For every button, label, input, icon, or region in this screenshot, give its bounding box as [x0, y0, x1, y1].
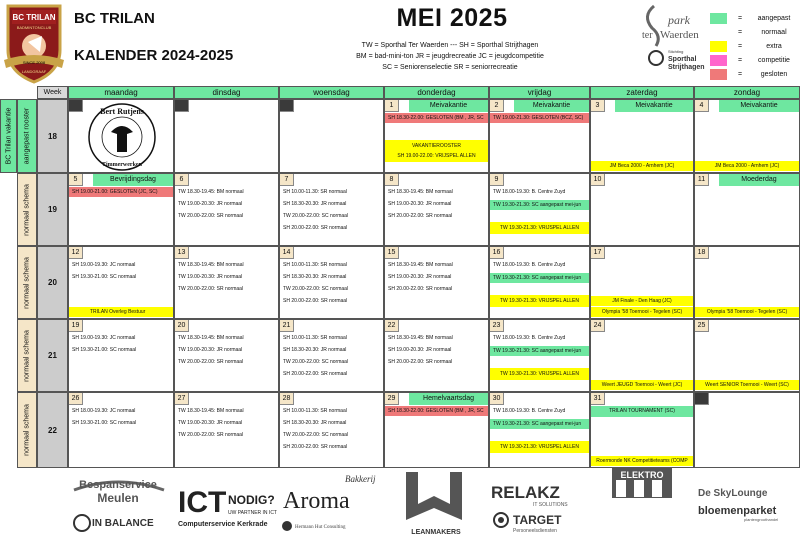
- event-text: Weert JEUGD Toernooi - Weert (JC): [601, 382, 683, 388]
- event-band: [591, 307, 693, 317]
- schedule-line: TW 19.00-20.30: JR normaal: [178, 274, 243, 280]
- day-number: 11: [695, 174, 709, 186]
- day-cell: [68, 99, 174, 173]
- day-header-3: donderdag: [384, 86, 489, 99]
- day-number: 12: [69, 247, 83, 259]
- adjusted-schedule-band: [490, 419, 589, 429]
- schedule-line: TW 19.00-20.30: JR normaal: [178, 201, 243, 207]
- day-number: 1: [385, 100, 399, 112]
- equals-sign: =: [737, 70, 743, 78]
- day-number: 10: [591, 174, 605, 186]
- schedule-line: TW 18.30-19.45: BM normaal: [178, 335, 244, 341]
- schedule-label-text: aangepast rooster: [23, 107, 31, 165]
- closed-band-text: SH 18.30-22.00: GESLOTEN (BM , JR, SC: [388, 408, 484, 414]
- color-swatch: [710, 55, 727, 66]
- special-event-band: [591, 406, 693, 417]
- day-number: 17: [591, 247, 605, 259]
- day-number: 24: [591, 320, 605, 332]
- color-key-row: [710, 67, 800, 81]
- event-band: [591, 380, 693, 390]
- day-cell: [279, 319, 384, 392]
- schedule-line: TW 20.00-22.00: SC normaal: [283, 213, 349, 219]
- schedule-line: SH 20.00-22.00: SR normaal: [283, 298, 348, 304]
- day-cell: [174, 99, 279, 173]
- week-number: 18: [37, 99, 68, 173]
- month-title: MEI 2025: [396, 4, 508, 32]
- schedule-line: SH 20.00-22.00: SR normaal: [388, 359, 453, 365]
- schedule-line: SH 19.30-21.00: SC normaal: [72, 347, 137, 353]
- schedule-line: TW 19.00-20.30: JR normaal: [178, 420, 243, 426]
- schedule-line: SH 10.00-11.30: SR normaal: [283, 335, 347, 341]
- svg-text:LANDGRAAF: LANDGRAAF: [21, 69, 47, 74]
- event-text: Weert SENIOR Toernooi - Weert (SC): [705, 382, 789, 388]
- event-band: [69, 307, 173, 317]
- day-cell: [694, 99, 800, 173]
- event-text: Olympia '58 Toernooi - Tegelen (SC): [601, 309, 683, 315]
- day-cell: [489, 99, 590, 173]
- day-header-0: maandag: [68, 86, 174, 99]
- extra-session-text: TW 19.30-21.30: VRIJSPEL ALLEN: [499, 225, 580, 231]
- color-key-row: [710, 11, 800, 25]
- day-cell: [174, 319, 279, 392]
- event-text: JM Beca 2000 - Arnhem (JC): [609, 163, 675, 169]
- day-number: 8: [385, 174, 399, 186]
- day-cell: [384, 319, 489, 392]
- color-swatch: [710, 41, 727, 52]
- empty-day-marker: [695, 393, 709, 405]
- schedule-line: TW 19.00-20.30: JR normaal: [178, 347, 243, 353]
- svg-text:BADMINTONCLUB: BADMINTONCLUB: [16, 25, 52, 30]
- day-cell: [590, 246, 694, 319]
- event-band: [591, 456, 693, 466]
- day-number: 9: [490, 174, 504, 186]
- schedule-label-text: normaal schema: [23, 183, 31, 236]
- schedule-line: SH 10.00-11.30: SR normaal: [283, 262, 347, 268]
- day-cell: [489, 392, 590, 468]
- week-number: 19: [37, 173, 68, 246]
- svg-text:Sporthal: Sporthal: [668, 56, 697, 63]
- holiday-banner: Meivakantie: [514, 100, 589, 112]
- svg-text:Strijthagen: Strijthagen: [668, 64, 705, 71]
- extra-session-band: [490, 368, 589, 380]
- svg-text:ELEKTRO: ELEKTRO: [620, 470, 664, 480]
- svg-text:LEANMAKERS: LEANMAKERS: [411, 529, 461, 536]
- day-number: 14: [280, 247, 294, 259]
- svg-text:De SkyLounge: De SkyLounge: [698, 488, 768, 499]
- adjusted-schedule-band: [490, 346, 589, 356]
- svg-text:Timmerwerken: Timmerwerken: [102, 162, 142, 168]
- schedule-label: [17, 246, 37, 319]
- svg-text:UW PARTNER IN ICT: UW PARTNER IN ICT: [228, 510, 277, 516]
- day-number: 21: [280, 320, 294, 332]
- day-number: 20: [175, 320, 189, 332]
- sponsor-bespanservice: [68, 468, 172, 542]
- sponsor-bakkerij-aroma: [279, 468, 383, 542]
- day-header-5: zaterdag: [590, 86, 694, 99]
- day-header-6: zondag: [694, 86, 800, 99]
- color-key-label: gesloten: [760, 70, 788, 78]
- holiday-banner: Moederdag: [719, 174, 799, 186]
- closed-band: [385, 406, 488, 416]
- schedule-line: TW 18.00-19.30: B. Centre Zuyd: [493, 408, 566, 414]
- schedule-line: SH 19.00-20.30: JR normaal: [388, 274, 452, 280]
- event-band: [695, 161, 799, 171]
- svg-text:TARGET: TARGET: [513, 513, 562, 527]
- svg-text:Bakkerij: Bakkerij: [345, 474, 376, 484]
- day-number: 5: [69, 174, 83, 186]
- extra-session-text: TW 19.30-21.30: VRIJSPEL ALLEN: [499, 444, 580, 450]
- day-cell: [384, 392, 489, 468]
- day-number: 4: [695, 100, 709, 112]
- day-number: 22: [385, 320, 399, 332]
- day-number: 27: [175, 393, 189, 405]
- day-cell: [68, 392, 174, 468]
- schedule-line: TW 20.00-22.00: SR normaal: [178, 286, 244, 292]
- schedule-line: TW 18.30-19.45: BM normaal: [178, 262, 244, 268]
- svg-text:Aroma: Aroma: [283, 488, 350, 514]
- day-header-4: vrijdag: [489, 86, 590, 99]
- legend-line: TW = Sporthal Ter Waerden --- SH = Sporthal Strijthagen: [361, 42, 539, 49]
- schedule-line: SH 20.00-22.00: SR normaal: [388, 213, 453, 219]
- day-number: 28: [280, 393, 294, 405]
- color-key-row: [710, 25, 800, 39]
- schedule-line: SH 20.00-22.00: SR normaal: [388, 286, 453, 292]
- svg-text:Hermann Hut Consulting: Hermann Hut Consulting: [295, 525, 346, 530]
- closed-band-text: SH 19.00-21.00: GESLOTEN (JC, SC): [72, 189, 158, 195]
- event-text: TRILAN Overleg Bestuur: [90, 309, 146, 315]
- week-number: 22: [37, 392, 68, 468]
- club-name: BC TRILAN: [74, 10, 155, 27]
- sponsor-strip: [0, 468, 800, 542]
- schedule-label: [0, 99, 17, 173]
- color-key-label: extra: [766, 42, 782, 50]
- day-number: 18: [695, 247, 709, 259]
- closed-band-text: TW 19.00-21.30: GESLOTEN (BCZ, SC): [493, 115, 584, 121]
- schedule-line: SH 20.00-22.00: SR normaal: [283, 444, 348, 450]
- sponsor-leanmakers: [384, 468, 488, 542]
- week-number: 20: [37, 246, 68, 319]
- schedule-line: SH 20.00-22.00: SR normaal: [283, 225, 348, 231]
- day-cell: [489, 319, 590, 392]
- event-text: JM Beca 2000 - Arnhem (JC): [714, 163, 780, 169]
- color-key-label: competitie: [758, 56, 790, 64]
- equals-sign: =: [737, 42, 743, 50]
- adjusted-schedule-text: TW 19.30-21.30: SC aangepast mei-jun: [493, 202, 582, 208]
- event-text: Roermonde NK Competitieteams (COMP: [596, 458, 688, 464]
- color-swatch: [710, 27, 727, 38]
- schedule-label: [17, 173, 37, 246]
- season-title: KALENDER 2024-2025: [74, 47, 234, 64]
- closed-band: [490, 113, 589, 123]
- schedule-line: SH 19.00-20.30: JR normaal: [388, 201, 452, 207]
- equals-sign: =: [737, 28, 743, 36]
- schedule-line: SH 18.00-19.30: JC normaal: [72, 408, 136, 414]
- sponsor-skylounge: [694, 468, 800, 542]
- day-cell: [590, 173, 694, 246]
- svg-text:IT SOLUTIONS: IT SOLUTIONS: [533, 502, 568, 508]
- extra-session-band: [490, 441, 589, 453]
- extra-session-band: [490, 295, 589, 307]
- schedule-label-text: normaal schema: [23, 329, 31, 382]
- schedule-line: SH 10.00-11.30: SR normaal: [283, 189, 347, 195]
- day-cell: [590, 319, 694, 392]
- schedule-line: SH 18.30-20.30: JR normaal: [283, 274, 347, 280]
- day-header-2: woensdag: [279, 86, 384, 99]
- day-cell: [694, 319, 800, 392]
- event-band: [695, 380, 799, 390]
- svg-text:RELAKZ: RELAKZ: [491, 483, 560, 502]
- svg-text:ICT: ICT: [178, 486, 227, 519]
- schedule-line: SH 18.30-20.30: JR normaal: [283, 420, 347, 426]
- svg-text:bloemenparket: bloemenparket: [698, 505, 777, 517]
- day-number: 3: [591, 100, 605, 112]
- park-ter-waerden-logo: [640, 2, 712, 80]
- special-event-text: TRILAN TOURNAMENT (SC): [609, 408, 675, 414]
- schedule-line: TW 20.00-22.00: SR normaal: [178, 359, 244, 365]
- day-number: 16: [490, 247, 504, 259]
- calendar-grid: [0, 86, 800, 468]
- schedule-line: SH 18.30-19.45: BM normaal: [388, 189, 453, 195]
- legend-line: SC = Seniorenselectie SR = seniorrecreatie: [382, 64, 518, 71]
- day-cell: [279, 99, 384, 173]
- abbreviation-legend: [320, 40, 580, 73]
- schedule-line: TW 18.30-19.45: BM normaal: [178, 408, 244, 414]
- event-text: JM Finale - Den Haag (JC): [612, 298, 672, 304]
- svg-text:SINCE 2008: SINCE 2008: [22, 60, 46, 65]
- adjusted-schedule-band: [490, 200, 589, 210]
- day-cell: [590, 392, 694, 468]
- event-band: [695, 307, 799, 317]
- schedule-line: SH 18.30-19.45: BM normaal: [388, 262, 453, 268]
- schedule-label-text: normaal schema: [23, 404, 31, 456]
- club-shield-logo: [2, 2, 66, 84]
- day-cell: [694, 173, 800, 246]
- svg-text:ter: ter: [642, 30, 653, 41]
- schedule-line: SH 19.30-21.00: SC normaal: [72, 420, 137, 426]
- schedule-line: TW 18.00-19.30: B. Centre Zuyd: [493, 189, 566, 195]
- svg-text:Bespanservice: Bespanservice: [79, 479, 157, 491]
- schedule-line: SH 19.00-20.30: JR normaal: [388, 347, 452, 353]
- sponsor-relakz: [489, 468, 589, 542]
- week-number: 21: [37, 319, 68, 392]
- day-cell: [489, 246, 590, 319]
- day-number: 31: [591, 393, 605, 405]
- day-cell: [590, 99, 694, 173]
- svg-text:IN BALANCE: IN BALANCE: [92, 518, 154, 529]
- schedule-line: TW 18.00-19.30: B. Centre Zuyd: [493, 335, 566, 341]
- svg-text:Bert Rutjens: Bert Rutjens: [100, 107, 144, 116]
- svg-text:plantengroothandel: plantengroothandel: [744, 517, 779, 522]
- closed-band: [69, 187, 173, 197]
- empty-day-marker: [175, 100, 189, 112]
- color-key-label: normaal: [761, 28, 787, 36]
- day-cell: [279, 173, 384, 246]
- adjusted-schedule-band: [490, 273, 589, 283]
- schedule-line: SH 19.00-19.30: JC normaal: [72, 335, 136, 341]
- day-cell: [384, 246, 489, 319]
- vacation-schedule-text: VAKANTIEROOSTER: [411, 143, 462, 149]
- event-band: [591, 296, 693, 306]
- color-swatch: [710, 69, 727, 80]
- day-number: 25: [695, 320, 709, 332]
- svg-text:park: park: [668, 13, 690, 27]
- equals-sign: =: [737, 56, 743, 64]
- schedule-label: [17, 392, 37, 468]
- holiday-banner: Meivakantie: [409, 100, 488, 112]
- svg-text:Stichting: Stichting: [668, 49, 684, 54]
- day-cell: [279, 246, 384, 319]
- svg-text:Personeelsdiensten: Personeelsdiensten: [513, 528, 557, 534]
- adjusted-schedule-text: TW 19.30-21.30: SC aangepast mei-jun: [493, 275, 582, 281]
- svg-text:NODIG?: NODIG?: [228, 493, 275, 507]
- svg-text:Meulen: Meulen: [97, 491, 139, 505]
- holiday-banner: Hemelvaartsdag: [409, 393, 488, 405]
- svg-text:Waerden: Waerden: [660, 29, 699, 41]
- svg-text:BC TRILAN: BC TRILAN: [12, 13, 56, 22]
- legend-line: BM = bad-mini-ton JR = jeugdrecreatie JC = jeugdcompetitie: [356, 53, 544, 60]
- schedule-line: SH 20.00-22.00: SR normaal: [283, 371, 348, 377]
- day-cell: [694, 392, 800, 468]
- schedule-line: TW 18.30-19.45: BM normaal: [178, 189, 244, 195]
- schedule-line: TW 20.00-22.00: SC normaal: [283, 359, 349, 365]
- empty-day-marker: [280, 100, 294, 112]
- extra-session-band: [490, 222, 589, 234]
- color-key-row: [710, 39, 800, 53]
- vacation-schedule-band: [385, 140, 488, 162]
- closed-band: [385, 113, 488, 123]
- day-cell: [174, 173, 279, 246]
- closed-band-text: SH 18.30-22.00: GESLOTEN (BM , JR, SC: [388, 115, 484, 121]
- color-key-legend: [710, 11, 800, 81]
- extra-session-text: TW 19.30-21.30: VRIJSPEL ALLEN: [499, 298, 580, 304]
- day-cell: [384, 99, 489, 173]
- schedule-line: SH 18.30-20.30: JR normaal: [283, 347, 347, 353]
- day-number: 6: [175, 174, 189, 186]
- holiday-banner: Bevrijdingsdag: [93, 174, 173, 186]
- color-swatch: [710, 13, 727, 24]
- schedule-line: TW 20.00-22.00: SC normaal: [283, 432, 349, 438]
- schedule-line: SH 10.00-11.30: SR normaal: [283, 408, 347, 414]
- schedule-line: TW 20.00-22.00: SR normaal: [178, 432, 244, 438]
- day-number: 23: [490, 320, 504, 332]
- schedule-label: [17, 319, 37, 392]
- day-cell: [68, 319, 174, 392]
- schedule-line: TW 20.00-22.00: SC normaal: [283, 286, 349, 292]
- schedule-label-text: normaal schema: [23, 256, 31, 309]
- extra-session-text: TW 19.30-21.30: VRIJSPEL ALLEN: [499, 371, 580, 377]
- vacation-schedule-text: SH 19.00-22.00: VRIJSPEL ALLEN: [397, 153, 476, 159]
- schedule-line: SH 18.30-20.30: JR normaal: [283, 201, 347, 207]
- schedule-line: TW 20.00-22.00: SR normaal: [178, 213, 244, 219]
- svg-text:Computerservice Kerkrade: Computerservice Kerkrade: [178, 521, 268, 528]
- schedule-line: SH 18.30-19.45: BM normaal: [388, 335, 453, 341]
- sponsor-elektro: [590, 468, 693, 542]
- event-text: Olympia '58 Toernooi - Tegelen (SC): [706, 309, 788, 315]
- day-cell: [174, 392, 279, 468]
- day-cell: [174, 246, 279, 319]
- holiday-banner: Meivakantie: [615, 100, 693, 112]
- schedule-label-text: BC Trilan vakantie: [5, 107, 12, 165]
- event-band: [591, 161, 693, 171]
- day-number: 15: [385, 247, 399, 259]
- schedule-line: TW 18.00-19.30: B. Centre Zuyd: [493, 262, 566, 268]
- equals-sign: =: [737, 14, 743, 22]
- day-cell: [279, 392, 384, 468]
- schedule-line: SH 19.00-19.30: JC normaal: [72, 262, 136, 268]
- day-cell: [68, 173, 174, 246]
- holiday-banner: Meivakantie: [719, 100, 799, 112]
- adjusted-schedule-text: TW 19.30-21.30: SC aangepast mei-jun: [493, 421, 582, 427]
- color-key-label: aangepast: [757, 14, 791, 22]
- day-number: 29: [385, 393, 399, 405]
- day-number: 13: [175, 247, 189, 259]
- day-cell: [694, 246, 800, 319]
- week-column-header: Week: [37, 86, 68, 99]
- day-header-1: dinsdag: [174, 86, 279, 99]
- day-cell: [489, 173, 590, 246]
- sponsor-ict-nodig: [174, 468, 278, 542]
- day-number: 26: [69, 393, 83, 405]
- day-cell: [68, 246, 174, 319]
- empty-day-marker: [69, 100, 83, 112]
- bert-rutjens-logo: [87, 102, 157, 173]
- schedule-label: [17, 99, 37, 173]
- day-number: 2: [490, 100, 504, 112]
- schedule-line: SH 19.30-21.00: SC normaal: [72, 274, 137, 280]
- day-cell: [384, 173, 489, 246]
- color-key-row: [710, 53, 800, 67]
- day-number: 30: [490, 393, 504, 405]
- adjusted-schedule-text: TW 19.30-21.30: SC aangepast mei-jun: [493, 348, 582, 354]
- day-number: 19: [69, 320, 83, 332]
- day-number: 7: [280, 174, 294, 186]
